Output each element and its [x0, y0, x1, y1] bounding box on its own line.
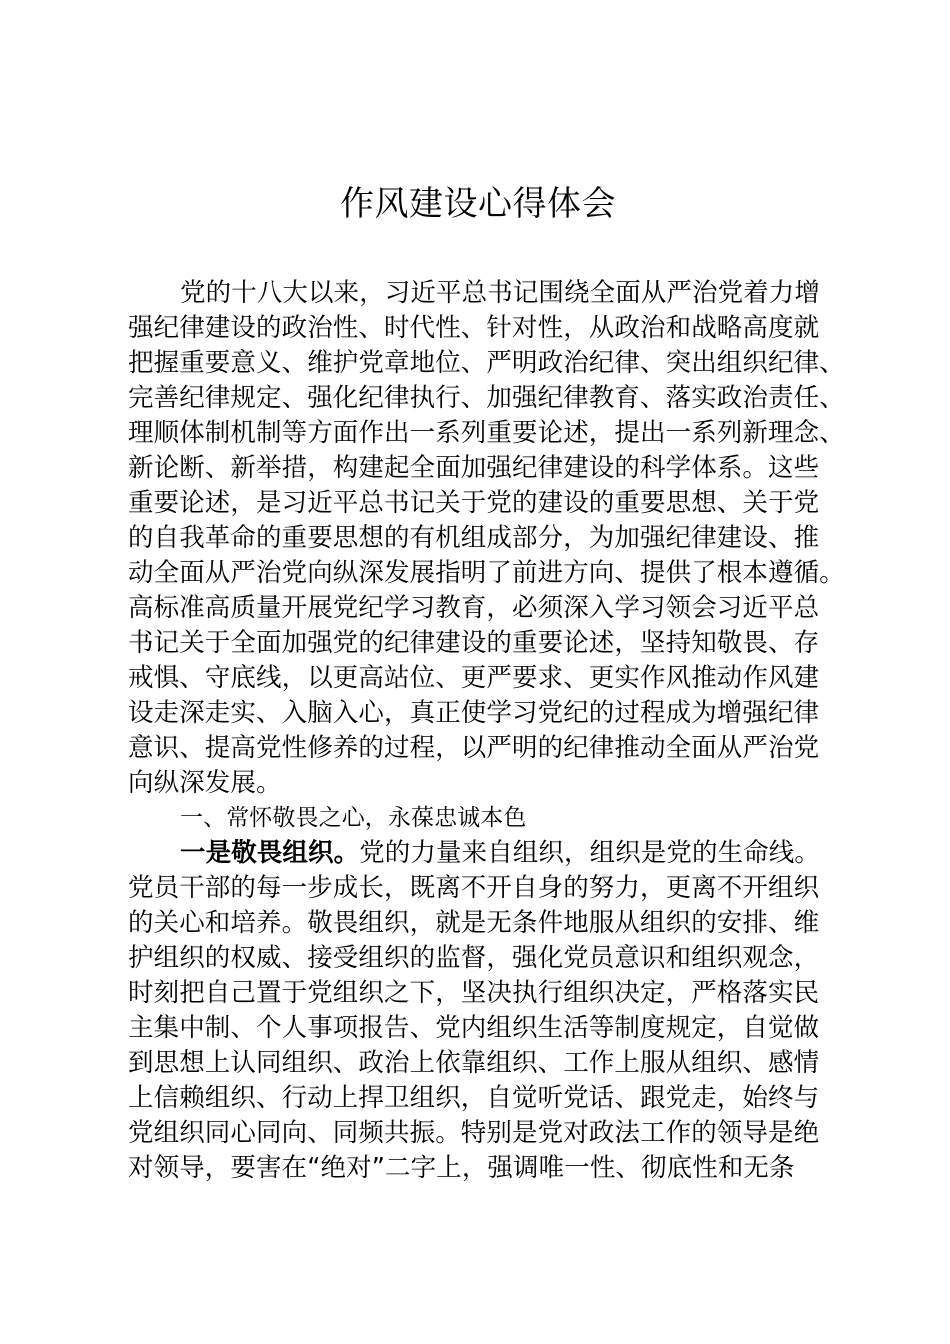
section-heading: 一、常怀敬畏之心，永葆忠诚本色 — [180, 805, 527, 831]
paragraph-line: 强纪律建设的政治性、时代性、针对性，从政治和战略高度就 — [128, 313, 820, 343]
paragraph-line: 党组织同心同向、同频共振。特别是党对政法工作的领导是绝 — [128, 1118, 820, 1148]
paragraph-line: 党员干部的每一步成长，既离不开自身的努力，更离不开组织 — [128, 873, 820, 903]
paragraph-line: 护组织的权威、接受组织的监督，强化党员意识和组织观念， — [128, 943, 820, 973]
paragraph-line: 到思想上认同组织、政治上依靠组织、工作上服从组织、感情 — [128, 1048, 820, 1078]
paragraph-line: 时刻把自己置于党组织之下，坚决执行组织决定，严格落实民 — [128, 978, 820, 1008]
paragraph-line: 设走深走实、入脑入心，真正使学习党纪的过程成为增强纪律 — [128, 698, 820, 728]
paragraph-line: 把握重要意义、维护党章地位、严明政治纪律、突出组织纪律、 — [128, 348, 845, 378]
paragraph-line: 对领导，要害在“绝对”二字上，强调唯一性、彻底性和无条 — [128, 1153, 795, 1183]
paragraph-line: 动全面从严治党向纵深发展指明了前进方向、提供了根本遵循。 — [128, 558, 845, 588]
subsection-first-line — [128, 836, 828, 871]
document-title: 作风建设心得体会 — [340, 184, 616, 224]
paragraph-line: 意识、提高党性修养的过程，以严明的纪律推动全面从严治党 — [128, 733, 820, 763]
paragraph-line: 戒惧、守底线，以更高站位、更严要求、更实作风推动作风建 — [128, 663, 820, 693]
paragraph-line: 主集中制、个人事项报告、党内组织生活等制度规定，自觉做 — [128, 1013, 820, 1043]
paragraph-line: 新论断、新举措，构建起全面加强纪律建设的科学体系。这些 — [128, 453, 820, 483]
paragraph-line: 理顺体制机制等方面作出一系列重要论述，提出一系列新理念、 — [128, 418, 845, 448]
subsection-first-line-text: 党的力量来自组织，组织是党的生命线。 — [359, 838, 821, 868]
subsection-bold-lead: 一是敬畏组织。 — [180, 838, 360, 868]
paragraph-line: 完善纪律规定、强化纪律执行、加强纪律教育、落实政治责任、 — [128, 383, 845, 413]
paragraph-line: 高标准高质量开展党纪学习教育，必须深入学习领会习近平总 — [128, 593, 820, 623]
paragraph-line: 党的十八大以来，习近平总书记围绕全面从严治党着力增 — [180, 278, 821, 308]
paragraph-line: 上信赖组织、行动上捍卫组织，自觉听党话、跟党走，始终与 — [128, 1083, 820, 1113]
document-body — [128, 276, 845, 1186]
paragraph-line: 的关心和培养。敬畏组织，就是无条件地服从组织的安排、维 — [128, 908, 820, 938]
paragraph-line: 书记关于全面加强党的纪律建设的重要论述，坚持知敬畏、存 — [128, 628, 820, 658]
paragraph-line: 向纵深发展。 — [128, 768, 282, 798]
paragraph-line: 重要论述，是习近平总书记关于党的建设的重要思想、关于党 — [128, 488, 820, 518]
paragraph-line: 的自我革命的重要思想的有机组成部分，为加强纪律建设、推 — [128, 523, 820, 553]
